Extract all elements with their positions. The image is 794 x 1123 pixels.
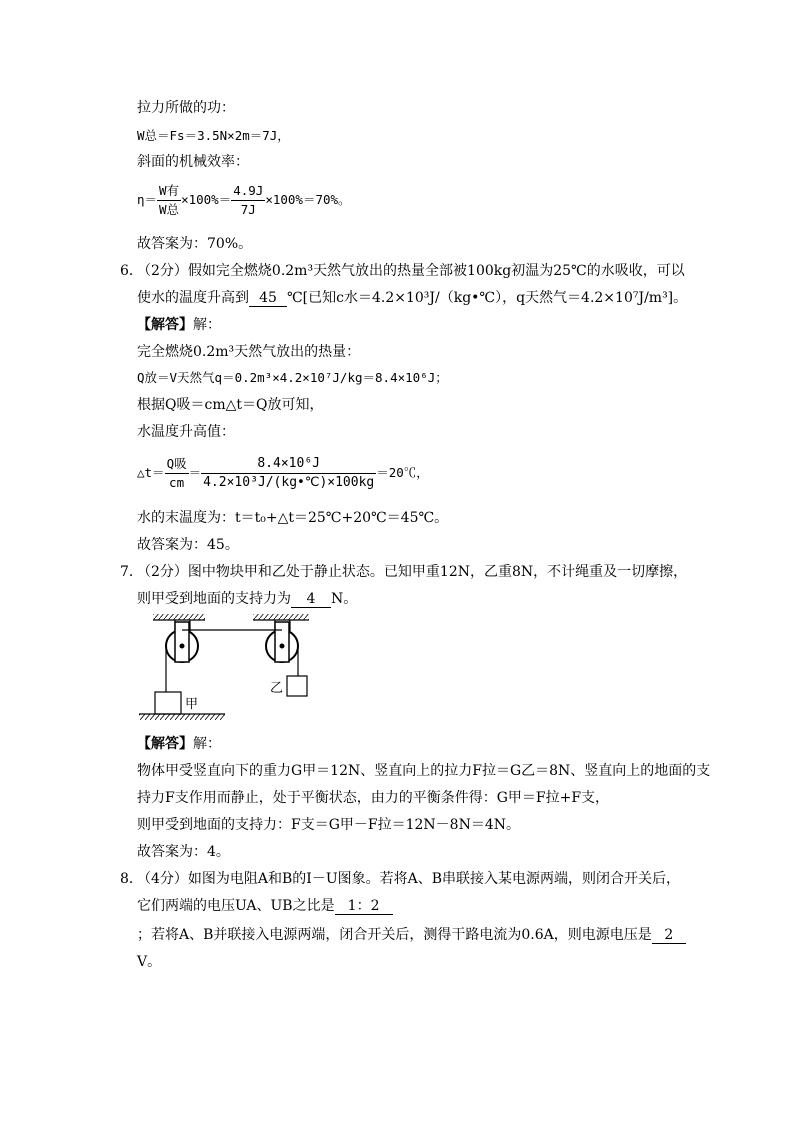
right-pulley-axle xyxy=(280,644,285,649)
q6-answer: 故答案为：45。 xyxy=(137,537,239,553)
q6-step3: 根据Q吸＝cm△t＝Q放可知， xyxy=(137,397,324,413)
q8-line2-pre: 它们两端的电压UA、UB之比是 xyxy=(137,898,335,914)
efficiency-label: 斜面的机械效率： xyxy=(137,154,249,170)
q6-delta-formula xyxy=(137,450,429,496)
q6-cm: cm xyxy=(169,474,185,490)
ceiling-right xyxy=(253,614,309,620)
q6-line2 xyxy=(137,289,687,307)
q6-step1: 完全燃烧0.2m³天然气放出的热量： xyxy=(137,344,361,360)
w-zong: W总 xyxy=(159,201,180,217)
q6-line2-pre: 使水的温度升高到 xyxy=(137,290,249,306)
q8-answer-blank-1: 1：2 xyxy=(335,898,393,915)
q7-line2-pre: 则甲受到地面的支持力为 xyxy=(137,591,291,607)
efficiency-result: ×100%＝70%。 xyxy=(265,192,351,207)
q7-step1: 物体甲受竖直向下的重力G甲＝12N、竖直向上的拉力F拉＝G乙＝8N、竖直向上的地面的支 xyxy=(137,763,711,779)
q6-solution-colon: 解： xyxy=(193,317,221,333)
work-formula: W总＝Fs＝3.5N×2m＝7J， xyxy=(137,128,290,143)
q6-qxi: Q吸 xyxy=(165,455,189,474)
q6-result: ＝20℃， xyxy=(376,465,429,480)
q6-dt: △t＝ xyxy=(137,465,165,480)
eta-symbol: η＝ xyxy=(137,192,158,207)
prev-answer: 故答案为：70%。 xyxy=(137,236,253,252)
q8-line1: （4分）如图为电阻A和B的I－U图象。若将A、B串联接入某电源两端，则闭合开关后， xyxy=(137,871,681,887)
q6-big-den: 4.2×10³J/(kg•℃)×100kg xyxy=(203,474,375,490)
block-yi xyxy=(287,676,307,696)
q7-line2-post: N。 xyxy=(331,591,358,607)
den-7: 7J xyxy=(240,201,256,217)
q6-number: 6． xyxy=(120,263,143,279)
left-pulley-axle xyxy=(180,644,185,649)
w-you: W有 xyxy=(157,182,181,201)
mult-1: ×100%＝ xyxy=(181,192,232,207)
q7-step2: 持力F支作用而静止，处于平衡状态，由力的平衡条件得：G甲＝F拉+F支， xyxy=(137,790,610,806)
label-yi: 乙 xyxy=(270,681,284,696)
q8-answer-blank-2: 2 xyxy=(652,927,686,944)
q7-solution-label: 【解答】 xyxy=(137,736,193,752)
q8-number: 8． xyxy=(120,871,143,887)
q7-line1: （2分）图中物块甲和乙处于静止状态。已知甲重12N，乙重8N，不计绳重及一切摩擦， xyxy=(137,564,688,580)
q6-big-fraction xyxy=(201,455,376,492)
num-49: 4.9J xyxy=(231,182,265,201)
q6-line1: （2分）假如完全燃烧0.2m³天然气放出的热量全部被100kg初温为25℃的水吸收，可以 xyxy=(137,263,685,279)
q8-line2 xyxy=(137,897,393,915)
q7-answer: 故答案为：4。 xyxy=(137,844,230,860)
q8-line4: V。 xyxy=(137,954,162,970)
q7-number: 7． xyxy=(120,564,143,580)
label-jia: 甲 xyxy=(185,697,199,712)
q6-solution-header xyxy=(137,316,221,334)
q7-step3: 则甲受到地面的支持力：F支＝G甲－F拉＝12N－8N＝4N。 xyxy=(137,817,520,833)
q7-line2 xyxy=(137,590,357,608)
q6-step2: Q放＝V天然气q＝0.2m³×4.2×10⁷J/kg＝8.4×10⁶J； xyxy=(137,370,448,385)
ground-hatch xyxy=(139,714,225,720)
right-pulley-frame xyxy=(275,622,289,662)
q6-eq: ＝ xyxy=(188,465,202,480)
pulley-diagram xyxy=(135,612,335,724)
q7-solution-header xyxy=(137,735,221,753)
ratio-fraction xyxy=(157,182,181,219)
q7-answer-blank: 4 xyxy=(291,591,331,608)
q7-solution-colon: 解： xyxy=(193,736,221,752)
q6-big-num: 8.4×10⁶J xyxy=(201,455,376,474)
ceiling-left xyxy=(153,614,205,620)
q6-qxi-fraction xyxy=(165,455,189,492)
q8-line3-pre: ；若将A、B并联接入电源两端，闭合开关后，测得干路电流为0.6A，则电源电压是 xyxy=(137,927,652,943)
q6-step4: 水温度升高值： xyxy=(137,424,235,440)
q6-solution-label: 【解答】 xyxy=(137,317,193,333)
q6-step5: 水的末温度为：t＝t₀+△t＝25℃+20℃＝45℃。 xyxy=(137,510,449,526)
value-fraction xyxy=(231,182,265,219)
q6-answer-blank: 45 xyxy=(249,290,287,307)
left-pulley-frame xyxy=(175,622,189,662)
q6-line2-post: ℃[已知c水＝4.2×10³J/（kg•℃），q天然气＝4.2×10⁷J/m³]。 xyxy=(287,290,688,306)
block-jia xyxy=(155,692,181,714)
work-label: 拉力所做的功： xyxy=(137,100,235,116)
efficiency-formula xyxy=(137,178,351,222)
q8-line3 xyxy=(137,926,686,944)
